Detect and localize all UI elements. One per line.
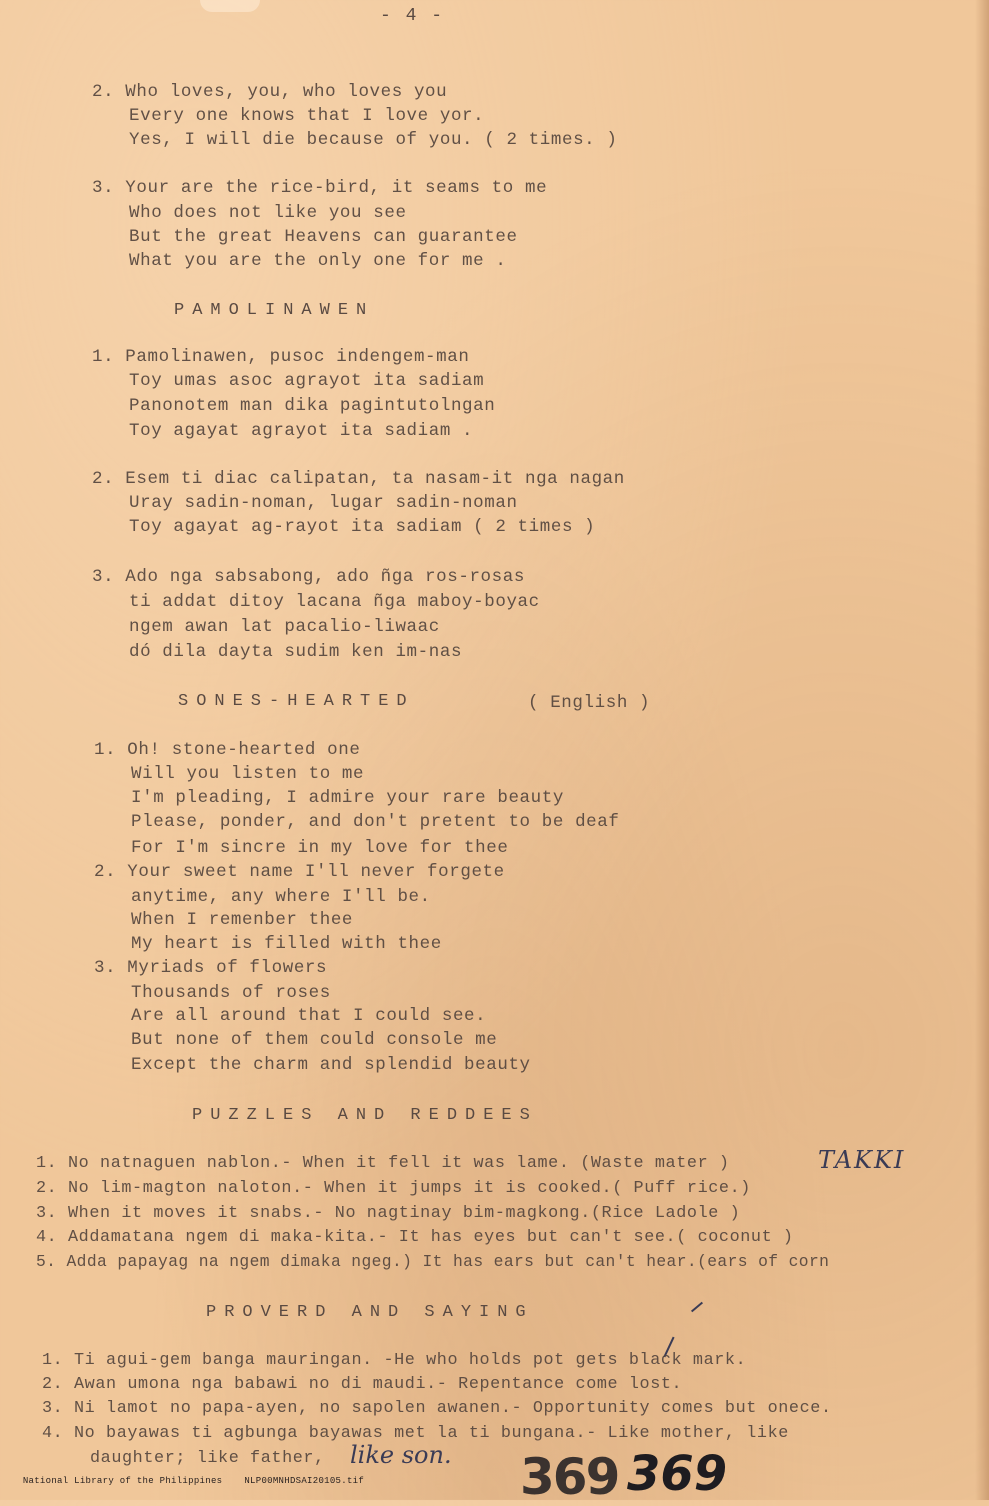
proverb-line: 2. Awan umona nga babawi no di maudi.- Repentance come lost. [42, 1375, 683, 1394]
song-a-line: But the great Heavens can guarantee [129, 227, 518, 247]
song-a-line: What you are the only one for me . [129, 251, 507, 271]
proverb-line: 1. Ti agui-gem banga mauringan. -He who holds pot gets black mark. [42, 1351, 747, 1370]
pamolinawen-line: Toy umas asoc agrayot ita sadiam [129, 371, 485, 391]
stone-hearted-subtitle: ( English ) [528, 693, 651, 713]
pamolinawen-line: ti addat ditoy lacana ñga maboy-boyac [129, 592, 540, 612]
puzzle-line: 3. When it moves it snabs.- No nagtinay bim-magkong.(Rice Ladole ) [36, 1204, 741, 1223]
stone-hearted-line: My heart is filled with thee [131, 934, 442, 954]
pamolinawen-line: Panonotem man dika pagintutolngan [129, 396, 496, 416]
puzzle-line: 4. Addamatana ngem di maka-kita.- It has eyes but can't see.( coconut ) [36, 1228, 794, 1247]
song-a-line: Yes, I will die because of you. ( 2 times. ) [129, 130, 618, 150]
stone-hearted-line: Except the charm and splendid beauty [131, 1055, 531, 1075]
pamolinawen-line: 3. Ado nga sabsabong, ado ñga ros-rosas [92, 567, 525, 587]
proverb-line: daughter; like father, [90, 1449, 325, 1468]
overstruck-stamp-number: 369 [520, 1448, 619, 1506]
song-a-line: 2. Who loves, you, who loves you [92, 82, 448, 102]
pamolinawen-line: ngem awan lat pacalio-liwaac [129, 617, 440, 637]
stone-hearted-line: Will you listen to me [131, 764, 365, 784]
stone-hearted-line: When I remenber thee [131, 910, 354, 930]
song-a-line: Every one knows that I love yor. [129, 106, 485, 126]
stone-hearted-heading: SONES-HEARTED [178, 692, 415, 711]
stone-hearted-line: 1. Oh! stone-hearted one [94, 740, 361, 760]
footer-file: NLP00MNHDSAI20105.tif [244, 1476, 365, 1486]
stone-hearted-line: I'm pleading, I admire your rare beauty [131, 788, 564, 808]
page-number: - 4 - [380, 6, 445, 26]
stone-hearted-line: Thousands of roses [131, 983, 331, 1003]
paper-edge-shadow [975, 0, 989, 1500]
pen-tick-mark [691, 1302, 703, 1313]
song-a-line: Who does not like you see [129, 203, 407, 223]
song-a-line: 3. Your are the rice-bird, it seams to me [92, 178, 548, 198]
stone-hearted-line: For I'm sincre in my love for thee [131, 838, 509, 858]
stone-hearted-line: 2. Your sweet name I'll never forgete [94, 862, 505, 882]
pamolinawen-line: Toy agayat agrayot ita sadiam . [129, 421, 474, 441]
stone-hearted-line: 3. Myriads of flowers [94, 958, 328, 978]
handwritten-tail: like son. [350, 1441, 452, 1469]
scan-footer [0, 1466, 386, 1496]
paper-crease [200, 0, 260, 12]
pamolinawen-heading: PAMOLINAWEN [174, 301, 375, 320]
proverbs-heading: PROVERD AND SAYING [206, 1303, 534, 1322]
stamp-number: 369 [627, 1446, 728, 1502]
stone-hearted-line: anytime, any where I'll be. [131, 887, 431, 907]
proverb-line: 3. Ni lamot no papa-ayen, no sapolen awanen.- Opportunity comes but onece. [42, 1399, 832, 1418]
stone-hearted-line: Please, ponder, and don't pretent to be deaf [131, 812, 620, 832]
stone-hearted-line: But none of them could console me [131, 1030, 498, 1050]
pamolinawen-line: Uray sadin-noman, lugar sadin-noman [129, 493, 518, 513]
pamolinawen-line: Toy agayat ag-rayot ita sadiam ( 2 times ) [129, 517, 596, 537]
handwritten-annotation: TAKKI [818, 1146, 906, 1174]
proverb-line: 4. No bayawas ti agbunga bayawas met la ti bungana.- Like mother, like [42, 1424, 789, 1443]
puzzle-line: 5. Adda papayag na ngem dimaka ngeg.) It has ears but can't hear.(ears of corn [36, 1252, 830, 1271]
pamolinawen-line: 1. Pamolinawen, pusoc indengem-man [92, 347, 470, 367]
puzzles-heading: PUZZLES AND REDDEES [192, 1106, 538, 1125]
puzzle-line: 1. No natnaguen nablon.- When it fell it was lame. (Waste mater ) [36, 1154, 730, 1173]
pamolinawen-line: 2. Esem ti diac calipatan, ta nasam-it nga nagan [92, 469, 625, 489]
pamolinawen-line: dó dila dayta sudim ken im-nas [129, 642, 463, 662]
stone-hearted-line: Are all around that I could see. [131, 1006, 487, 1026]
footer-library: National Library of the Philippines [22, 1476, 223, 1486]
puzzle-line: 2. No lim-magton naloton.- When it jumps it is cooked.( Puff rice.) [36, 1179, 751, 1198]
